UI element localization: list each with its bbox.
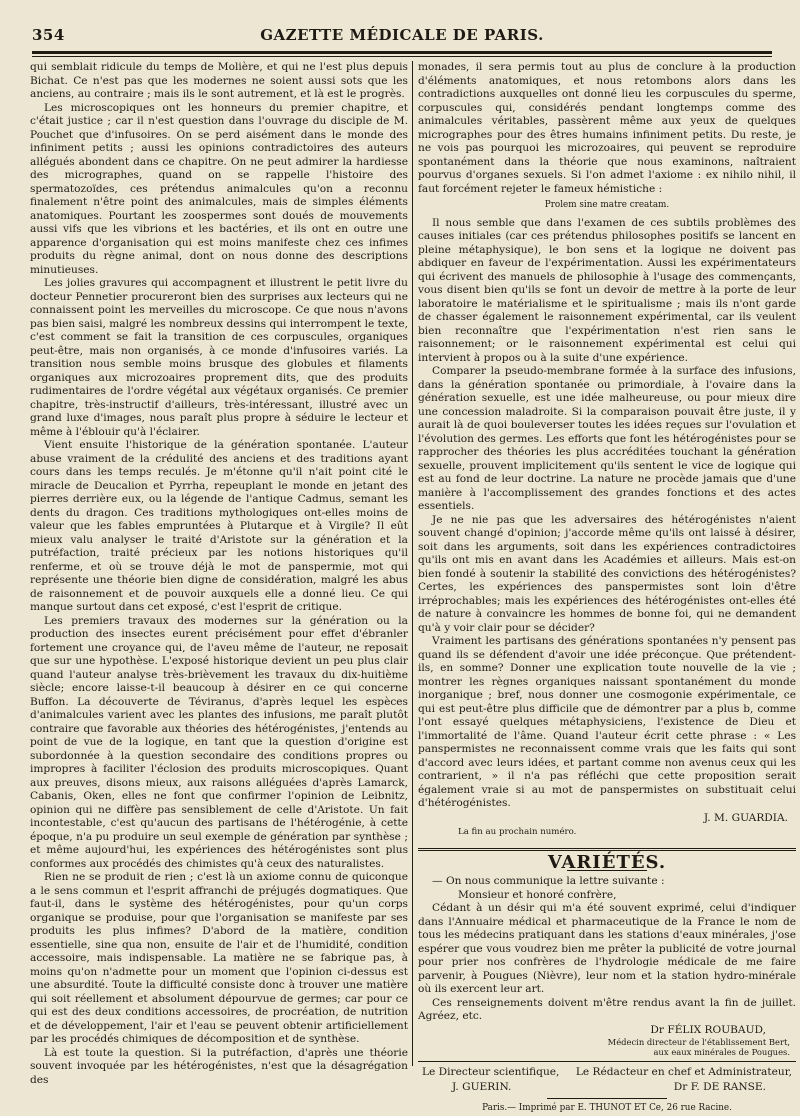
right-paragraph-5: Vraiment les partisans des générations spontanées n'y pensent pas quand ils se défendent d'avoir une idée préconçue. Que prétendent-ils, en somme? Donner une explication toute nouvelle de la vie ; montrer les règnes organiques naissant spontanément du monde inorganique ; bref, nous donner une cosmogonie expérimentale, ce qui est peut-être plus difficile que de démontrer par a plus b, comme l'ont essayé quelques métaphysiciens, l'existence de Dieu et l'immortalité de l'âme. Quand l'auteur écrit cette phrase : « Les panspermistes ne reconnaissent comme vrais que les faits qui sont d'accord avec leurs idées, et partant comme non avenus ceux qui les contrarient, » il n'a pas réfléchi que cette proposition serait également vraie si au mot de panspermistes on substituait celui d'hétérogénistes. xyxy=(418,635,796,809)
letter-signer-title: Médecin directeur de l'établissement Bert, xyxy=(607,1037,790,1047)
right-column xyxy=(418,61,796,1116)
chief-editor-name: Dr F. DE RANSE. xyxy=(673,1081,766,1093)
header-thin-rule xyxy=(32,56,772,57)
scientific-director-name: J. GUERIN. xyxy=(452,1081,512,1093)
right-paragraph-1: monades, il sera permis tout au plus de conclure à la production d'éléments anatomiques, et nous retombons alors dans les contradictions auxquelles ont donné lieu les corpuscules du sperme, corpuscules qui, considérés pendant longtemps comme des animalcules véritables, passèrent même aux yeux de quelques micrographes pour des êtres humains infiniment petits. Du reste, je ne vois pas pourquoi les microzoaires, qui peuvent se reproduire spontanément dans la théorie que nous examinons, naîtraient pourvus d'organes sexuels. Si l'on admet l'axiome : ex nihilo nihil, il faut forcément rejeter le fameux hémistiche : xyxy=(418,61,796,195)
scientific-director-label: Le Directeur scientifique, xyxy=(422,1066,560,1078)
letter-signer: Dr FÉLIX ROUBAUD, xyxy=(650,1023,766,1036)
right-paragraph-4: Je ne nie pas que les adversaires des hétérogénistes n'aient souvent changé d'opinion; j'accorde même qu'ils ont laissé à désirer, soit dans les arguments, soit dans les expériences contradictoires qu'ils ont mis en avant dans les Académies et ailleurs. Mais est-on bien fondé à soutenir la stabilité des convictions des hétérogénistes? Certes, les expériences des panspermistes sont loin d'être irréprochables; mais les expériences des hétérogénistes ont-elles été de nature à convaincre les hommes de bonne foi, qui ne demandent qu'à y voir clair pour se décider? xyxy=(418,513,796,634)
letter-signer-place: aux eaux minérales de Pougues. xyxy=(653,1047,790,1057)
letter-salutation: Monsieur et honoré confrère, xyxy=(458,888,617,901)
left-paragraph-2: Les microscopiques ont les honneurs du premier chapitre, et c'était justice ; car il n'est question dans l'ouvrage du disciple de M. Pouchet que d'infusoires. On se perd aisément dans le monde des infiniment petits ; aussi les opinions contradictoires des auteurs allégués abondent dans ce chapitre. On ne peut admirer la hardiesse des micrographes, quand on se rappelle l'histoire des spermatozoïdes, ces prétendus animalcules qu'on a reconnu finalement n'être point des animalcules, mais de simples éléments anatomiques. Pourtant les zoospermes sont doués de mouvements aussi vifs que les vibrions et les bactéries, et ils ont en outre une apparence d'organisation qui est moins manifeste chez ces infimes produits du règne animal, dont on nous donne des descriptions minutieuses. xyxy=(30,101,408,276)
left-column xyxy=(30,61,408,1087)
varietes-heading: VARIÉTÉS. xyxy=(547,851,667,873)
letter-body: Cédant à un désir qui m'a été souvent exprimé, celui d'indiquer dans l'Annuaire médical et pharmaceutique de la France le nom de tous les médecins pratiquant dans les stations d'eaux minérales, j'ose espérer que vous voudrez bien me prêter la publicité de votre journal pour prier nos confrères de l'hydrologie médicale de me faire parvenir, à Pougues (Nièvre), leur nom et la station hydro-minérale où ils exercent leur art. xyxy=(418,902,796,995)
letter-closing: Ces renseignements doivent m'être rendus avant la fin de juillet. Agréez, etc. xyxy=(418,996,796,1022)
varietes-intro: — On nous communique la lettre suivante : xyxy=(432,875,665,887)
page-header xyxy=(32,22,772,48)
right-paragraph-2: Il nous semble que dans l'examen de ces subtils problèmes des causes initiales (car ces prétendus philosophes positifs se lancent en pleine métaphysique), le bon sens et la logique ne doivent pas abdiquer en faveur de l'expérimentation. Aussi les expérimentateurs qui écrivent des manuels de philosophie à l'usage des commençants, vous disent bien qu'ils se font un devoir de mettre à la porte de leur laboratoire le matérialisme et le spiritualisme ; mais ils n'ont garde de chasser également le raisonnement expérimental, car ils veulent bien reconnaître que l'expérimentation n'est rien sans le raisonnement; or le raisonnement expérimental est celui qui intervient à propos ou à la suite d'une expérience. xyxy=(418,216,796,364)
printer-rule xyxy=(547,1098,667,1099)
editorial-credits xyxy=(418,1066,796,1096)
latin-hemistich: Prolem sine matre creatam. xyxy=(544,200,670,210)
left-paragraph-4: Vient ensuite l'historique de la génération spontanée. L'auteur abuse vraiment de la crédulité des anciens et des traditions ayant cours dans les temps reculés. Je m'étonne qu'il n'ait point cité le miracle de Deucalion et Pyrrha, repeuplant le monde en jetant des pierres derrière eux, ou la légende de l'antique Cadmus, semant les dents du dragon. Ces traditions mythologiques ont-elles moins de valeur que les fables empruntées à Plutarque et à Virgile? Il eût mieux valu analyser le traité d'Aristote sur la génération et la putréfaction, traité précieux par les notions historiques qu'il renferme, et où se trouve déjà le mot de panspermie, mot qui représente une théorie bien digne de considération, malgré les abus de raisonnement et de pouvoir auxquels elle a donné lieu. Ce qui manque surtout dans cet exposé, c'est l'esprit de critique. xyxy=(30,439,408,613)
page-number: 354 xyxy=(32,26,65,44)
left-paragraph-7: Là est toute la question. Si la putréfaction, d'après une théorie souvent invoquée par les hétérogénistes, n'est que la désagrégation des xyxy=(30,1046,408,1086)
left-paragraph-1: qui semblait ridicule du temps de Molière, et qui ne l'est plus depuis Bichat. Ce n'est pas que les modernes ne soient aussi sots que les anciens, au contraire ; mais ils le sont autrement, et là est le progrès. xyxy=(30,61,408,100)
footer-rule xyxy=(418,1061,796,1062)
left-paragraph-6: Rien ne se produit de rien ; c'est là un axiome connu de quiconque a le sens commun et l'esprit affranchi de préjugés dogmatiques. Que faut-il, dans le système des hétérogénistes, pour qu'un corps organique se produise, pour que l'organisation se manifeste par ses produits les plus infimes? D'abord de la matière, condition essentielle, sine qua non, ensuite de l'air et de l'humidité, condition accessoire, mais indispensable. La matière ne se fabrique pas, à moins qu'on n'admette pour un moment que l'opinion ci-dessus est une absurdité. Toute la difficulté consiste donc à trouver une matière qui soit réellement et absolument dépourvue de germes; car pour ce qui est des deux conditions accessoires, de procréation, de nutrition et de développement, l'air et l'eau se peuvent obtenir artificiellement par les procédés chimiques de décomposition et de synthèse. xyxy=(30,871,408,1045)
right-paragraph-3: Comparer la pseudo-membrane formée à la surface des infusions, dans la génération spontanée ou primordiale, à l'ovaire dans la génération sexuelle, est une idée malheureuse, ou pour mieux dire une concession maladroite. Si la comparaison pouvait être juste, il y aurait là de quoi bouleverser toutes les idées reçues sur l'ovulation et l'évolution des germes. Les efforts que font les hétérogénistes pour se rapprocher des théories les plus accréditées touchant la génération sexuelle, prouvent implicitement qu'ils sentent le vice de logique qui est au fond de leur doctrine. La nature ne procède jamais que d'une manière à l'accomplissement des grandes fonctions et des actes essentiels. xyxy=(418,365,796,512)
left-paragraph-3: Les jolies gravures qui accompagnent et illustrent le petit livre du docteur Pennetier procureront bien des surprises aux lecteurs qui ne connaissent point les merveilles du microscope. Ce que nous n'avons pas bien saisi, malgré les nombreux dessins qui interrompent le texte, c'est comment se fait la transition de ces corpuscules, organiques peut-être, mais non organisés, à ce monde d'infusoires variés. La transition nous semble moins brusque des globules et filaments organiques aux microzoaires proprement dits, que des produits rudimentaires de l'ordre végétal aux végétaux organisés. Ce premier chapitre, très-instructif d'ailleurs, très-intéressant, illustré avec un grand luxe d'images, nous paraît plus propre à séduire le lecteur et même à l'éblouir qu'à l'éclairer. xyxy=(30,277,408,438)
column-divider xyxy=(412,61,413,1066)
article-signature: J. M. GUARDIA. xyxy=(703,811,788,824)
printer-imprint: Paris.— Imprimé par E. THUNOT ET Ce, 26 rue Racine. xyxy=(482,1103,732,1113)
left-paragraph-5: Les premiers travaux des modernes sur la génération ou la production des insectes eurent précisément pour effet d'ébranler fortement une croyance qui, de l'aveu même de l'auteur, ne reposait que sur une hypothèse. L'exposé historique devient un peu plus clair quand l'auteur analyse très-brièvement les travaux du dix-huitième siècle; encore laisse-t-il beaucoup à désirer en ce qui concerne Buffon. La découverte de Téviranus, d'après lequel les espèces d'animalcules varient avec les plantes des infusions, me paraît plutôt contraire que favorable aux théories des hétérogénistes, j'entends au point de vue de la logique, en tant que la question d'origine est subordonnée à la question secondaire des conditions propres ou impropres à faciliter l'éclosion des produits microscopiques. Quant aux preuves, disons mieux, aux raisons alléguées d'après Lamarck, Cabanis, Oken, elles ne font que confirmer l'opinion de Leibnitz, opinion qui ne diffère pas sensiblement de celle d'Aristote. Un fait incontestable, c'est qu'aucun des partisans de l'hétérogénie, à cette époque, n'a pu produire un seul exemple de génération par synthèse ; et même aujourd'hui, les expériences des hétérogénistes sont plus conformes aux procédés des chimistes qu'à ceux des naturalistes. xyxy=(30,614,408,870)
continuation-note: La fin au prochain numéro. xyxy=(458,827,577,837)
section-divider xyxy=(418,848,796,851)
chief-editor-label: Le Rédacteur en chef et Administrateur, xyxy=(575,1066,792,1078)
journal-title: GAZETTE MÉDICALE DE PARIS. xyxy=(260,26,544,44)
header-thick-rule xyxy=(32,51,772,54)
